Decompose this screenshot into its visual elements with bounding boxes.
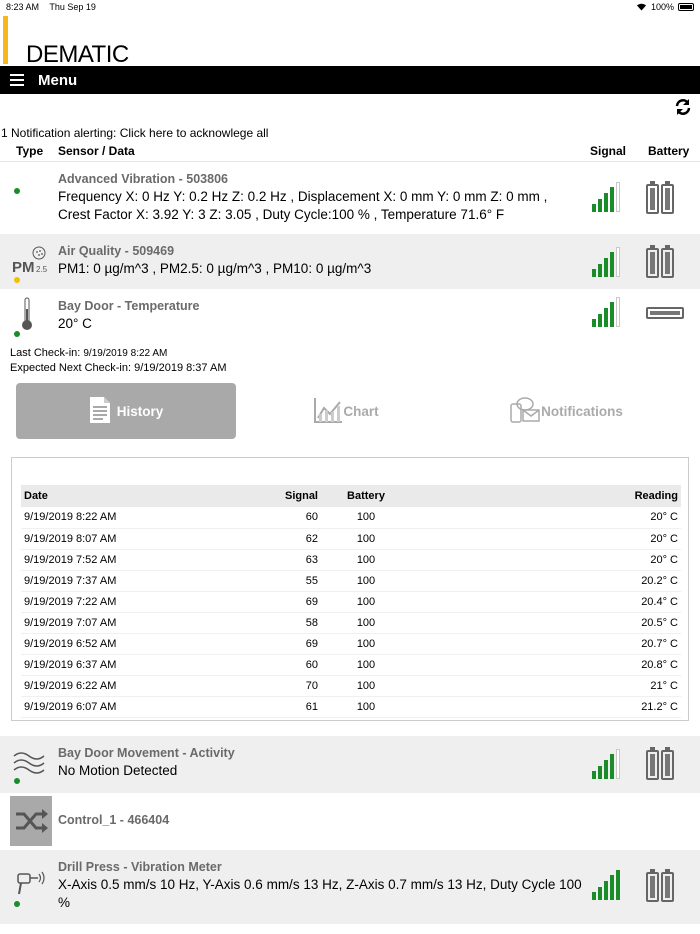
drill-icon bbox=[12, 870, 46, 905]
hamburger-icon[interactable] bbox=[10, 74, 24, 86]
history-header-row bbox=[21, 485, 681, 507]
cell-date: 9/19/2019 6:07 AM bbox=[21, 696, 231, 717]
cell-date: 9/19/2019 6:37 AM bbox=[21, 654, 231, 675]
cell-reading: 20° C bbox=[411, 549, 681, 570]
refresh-icon[interactable] bbox=[674, 98, 692, 116]
sensor-title: Air Quality - 509469 bbox=[58, 244, 175, 258]
status-dot-green bbox=[14, 331, 20, 337]
history-table bbox=[21, 485, 681, 718]
column-type: Type bbox=[16, 143, 44, 158]
svg-text:2.5: 2.5 bbox=[36, 265, 48, 274]
signal-strength-icon bbox=[588, 289, 644, 346]
signal-strength-icon bbox=[588, 162, 644, 234]
cell-signal: 55 bbox=[231, 570, 321, 591]
logo: DEMATIC bbox=[26, 41, 129, 68]
sensor-row-control-1[interactable] bbox=[0, 793, 700, 850]
history-col-reading: Reading bbox=[411, 485, 681, 507]
sensor-title: Control_1 - 466404 bbox=[58, 813, 170, 827]
status-dot-green bbox=[14, 778, 20, 784]
last-checkin-label: Last Check-in: bbox=[10, 347, 81, 359]
column-battery: Battery bbox=[648, 143, 690, 158]
cell-reading: 20.8° C bbox=[411, 654, 681, 675]
last-checkin-value: 9/19/2019 8:22 AM bbox=[83, 348, 168, 359]
signal-strength-icon bbox=[588, 850, 644, 924]
cell-signal: 63 bbox=[231, 549, 321, 570]
header-logo-area bbox=[0, 14, 700, 66]
cell-battery: 100 bbox=[321, 696, 411, 717]
cell-battery: 100 bbox=[321, 591, 411, 612]
table-row bbox=[21, 591, 681, 612]
history-col-battery: Battery bbox=[321, 485, 411, 507]
signal-strength-icon bbox=[588, 736, 644, 793]
sensor-row-bay-door-temperature[interactable] bbox=[0, 289, 700, 346]
cell-battery: 100 bbox=[321, 633, 411, 654]
chart-icon bbox=[313, 396, 343, 427]
table-row bbox=[21, 549, 681, 570]
history-col-date: Date bbox=[21, 485, 231, 507]
logo-accent-bar bbox=[3, 16, 8, 64]
motion-icon bbox=[12, 750, 46, 781]
cell-signal: 70 bbox=[231, 675, 321, 696]
menu-label[interactable]: Menu bbox=[38, 71, 78, 89]
table-row bbox=[21, 570, 681, 591]
wifi-icon bbox=[636, 2, 647, 13]
column-sensor-data: Sensor / Data bbox=[58, 143, 135, 158]
status-bar bbox=[0, 0, 700, 14]
cell-battery: 100 bbox=[321, 528, 411, 549]
cell-signal: 61 bbox=[231, 696, 321, 717]
battery-icon bbox=[644, 850, 700, 924]
cell-battery: 100 bbox=[321, 654, 411, 675]
cell-signal: 60 bbox=[231, 507, 321, 528]
shuffle-icon bbox=[10, 796, 52, 846]
table-row bbox=[21, 633, 681, 654]
pm25-icon bbox=[12, 246, 48, 276]
table-row bbox=[21, 654, 681, 675]
cell-battery: 100 bbox=[321, 549, 411, 570]
device-battery-icon bbox=[678, 3, 694, 11]
detail-tabs bbox=[0, 383, 700, 443]
cell-signal: 60 bbox=[231, 654, 321, 675]
battery-icon bbox=[644, 289, 700, 346]
signal-strength-icon bbox=[588, 234, 644, 289]
cell-reading: 20° C bbox=[411, 507, 681, 528]
tab-chart[interactable] bbox=[236, 383, 456, 439]
status-time: 8:23 AM bbox=[6, 2, 40, 12]
sensor-table-header bbox=[0, 140, 700, 162]
cell-reading: 20.2° C bbox=[411, 570, 681, 591]
document-icon bbox=[89, 396, 111, 427]
sensor-data: 20° C bbox=[58, 316, 92, 331]
sensor-row-drill-press[interactable] bbox=[0, 850, 700, 924]
sensor-type-cell bbox=[0, 736, 58, 793]
cell-date: 9/19/2019 7:37 AM bbox=[21, 570, 231, 591]
sensor-title: Bay Door Movement - Activity bbox=[58, 746, 235, 760]
sensor-type-cell bbox=[0, 234, 58, 289]
sensor-row-advanced-vibration[interactable] bbox=[0, 162, 700, 234]
sensor-data: PM1: 0 µg/m^3 , PM2.5: 0 µg/m^3 , PM10: 0 µg/m^3 bbox=[58, 261, 372, 276]
cell-battery: 100 bbox=[321, 612, 411, 633]
cell-battery: 100 bbox=[321, 507, 411, 528]
battery-icon bbox=[644, 234, 700, 289]
tab-notifications[interactable] bbox=[456, 383, 676, 439]
cell-reading: 20.4° C bbox=[411, 591, 681, 612]
next-checkin-value: 9/19/2019 8:37 AM bbox=[134, 362, 227, 374]
next-checkin-label: Expected Next Check-in: bbox=[10, 362, 132, 374]
sensor-type-cell bbox=[0, 162, 58, 234]
sensor-title: Drill Press - Vibration Meter bbox=[58, 860, 222, 874]
cell-date: 9/19/2019 7:07 AM bbox=[21, 612, 231, 633]
table-row bbox=[21, 675, 681, 696]
battery-icon bbox=[644, 162, 700, 234]
cell-reading: 20° C bbox=[411, 528, 681, 549]
table-row bbox=[21, 507, 681, 528]
battery-percent: 100% bbox=[650, 2, 674, 12]
sensor-data: X-Axis 0.5 mm/s 10 Hz, Y-Axis 0.6 mm/s 13 Hz, Z-Axis 0.7 mm/s 13 Hz, Duty Cycle 100 % bbox=[58, 877, 582, 910]
tab-label: History bbox=[116, 403, 164, 419]
sensor-row-bay-door-movement[interactable] bbox=[0, 736, 700, 793]
cell-date: 9/19/2019 8:22 AM bbox=[21, 507, 231, 528]
svg-text:PM: PM bbox=[12, 259, 35, 276]
thermometer-icon bbox=[20, 297, 34, 336]
tab-label: Notifications bbox=[541, 403, 623, 419]
cell-reading: 20.7° C bbox=[411, 633, 681, 654]
sensor-data: Frequency X: 0 Hz Y: 0.2 Hz Z: 0.2 Hz , Displacement X: 0 mm Y: 0 mm Z: 0 mm , Crest Factor X: 3.92 Y: 3 Z: 3.05 , Duty Cycle:100 % , Temperature 71.6° F bbox=[58, 189, 548, 222]
cell-signal: 62 bbox=[231, 528, 321, 549]
column-signal: Signal bbox=[590, 143, 627, 158]
cell-date: 9/19/2019 6:22 AM bbox=[21, 675, 231, 696]
cell-reading: 21° C bbox=[411, 675, 681, 696]
cell-date: 9/19/2019 8:07 AM bbox=[21, 528, 231, 549]
status-dot-green bbox=[14, 901, 20, 907]
status-date: Thu Sep 19 bbox=[49, 2, 96, 12]
history-panel[interactable] bbox=[11, 457, 689, 721]
table-row bbox=[21, 528, 681, 549]
cell-signal: 58 bbox=[231, 612, 321, 633]
table-row bbox=[21, 612, 681, 633]
status-dot-yellow bbox=[14, 277, 20, 283]
tab-label: Chart bbox=[343, 403, 379, 419]
refresh-row bbox=[0, 94, 700, 126]
menu-bar[interactable] bbox=[0, 66, 700, 94]
cell-date: 9/19/2019 7:22 AM bbox=[21, 591, 231, 612]
history-col-signal: Signal bbox=[231, 485, 321, 507]
sensor-type-cell bbox=[0, 289, 58, 346]
checkin-info bbox=[0, 346, 700, 375]
tab-history[interactable] bbox=[16, 383, 236, 439]
sensor-title: Advanced Vibration - 503806 bbox=[58, 172, 228, 186]
cell-date: 9/19/2019 6:52 AM bbox=[21, 633, 231, 654]
cell-reading: 21.2° C bbox=[411, 696, 681, 717]
sensor-title: Bay Door - Temperature bbox=[58, 299, 200, 313]
sensor-row-air-quality[interactable] bbox=[0, 234, 700, 289]
cell-signal: 69 bbox=[231, 633, 321, 654]
cell-date: 9/19/2019 7:52 AM bbox=[21, 549, 231, 570]
cell-reading: 20.5° C bbox=[411, 612, 681, 633]
sensor-type-cell bbox=[0, 793, 58, 850]
table-row bbox=[21, 696, 681, 717]
notifications-icon bbox=[509, 396, 541, 427]
cell-signal: 69 bbox=[231, 591, 321, 612]
status-dot-green bbox=[14, 188, 20, 194]
battery-icon bbox=[644, 736, 700, 793]
sensor-type-cell bbox=[0, 850, 58, 924]
notification-acknowledge-link[interactable]: 1 Notification alerting: Click here to acknowlege all bbox=[1, 126, 269, 140]
sensor-data: No Motion Detected bbox=[58, 763, 178, 778]
cell-battery: 100 bbox=[321, 570, 411, 591]
cell-battery: 100 bbox=[321, 675, 411, 696]
